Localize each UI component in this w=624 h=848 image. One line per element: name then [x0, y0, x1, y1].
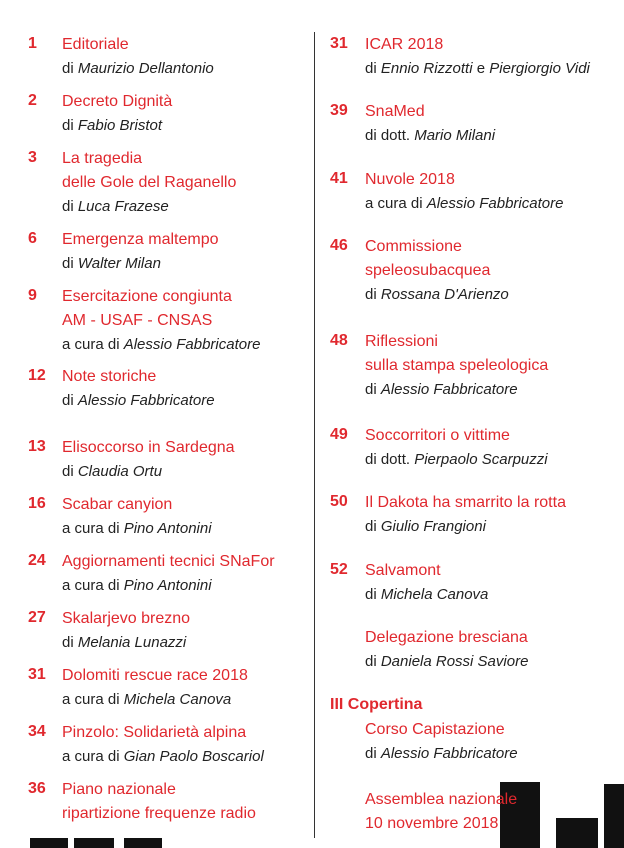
- author-name: Daniela Rossi Saviore: [380, 653, 529, 670]
- toc-entry[interactable]: [28, 436, 318, 484]
- author-name: Pino Antonini: [123, 577, 212, 594]
- toc-entry[interactable]: [28, 493, 318, 541]
- author-prefix: di: [365, 586, 381, 603]
- toc-entry[interactable]: [28, 721, 318, 769]
- page-number: 39: [330, 102, 348, 119]
- article-author: [62, 195, 318, 219]
- toc-entry[interactable]: [330, 694, 624, 766]
- page-number: 27: [28, 609, 46, 626]
- author-name: Claudia Ortu: [77, 463, 163, 480]
- page-number: 46: [330, 237, 348, 254]
- article-author: [365, 448, 624, 472]
- article-title: Esercitazione congiunta: [62, 288, 232, 305]
- toc-entry[interactable]: [330, 559, 624, 607]
- article-title: delle Gole del Raganello: [62, 174, 237, 191]
- page-number: 31: [330, 35, 348, 52]
- author-name: Luca Frazese: [77, 198, 169, 215]
- article-title: Dolomiti rescue race 2018: [62, 667, 248, 684]
- author-prefix: di: [62, 392, 78, 409]
- decorative-block: [30, 838, 68, 848]
- article-author: [365, 124, 624, 148]
- toc-entry[interactable]: [330, 330, 624, 402]
- toc-entry[interactable]: [28, 90, 318, 138]
- page-number: 31: [28, 666, 46, 683]
- article-title: Editoriale: [62, 36, 129, 53]
- toc-entry[interactable]: [28, 664, 318, 712]
- toc-entry[interactable]: [330, 788, 624, 836]
- author-prefix: a cura di: [62, 520, 124, 537]
- article-title: Soccorritori o vittime: [365, 427, 510, 444]
- author-name: Alessio Fabbricatore: [77, 392, 215, 409]
- page-number: 52: [330, 561, 348, 578]
- author-prefix: di: [365, 286, 381, 303]
- author-name: Alessio Fabbricatore: [380, 745, 518, 762]
- toc-entry[interactable]: [28, 550, 318, 598]
- article-title: speleosubacquea: [365, 262, 491, 279]
- toc-entry[interactable]: [330, 168, 624, 216]
- article-title: AM - USAF - CNSAS: [62, 312, 213, 329]
- author-prefix: di: [62, 117, 78, 134]
- toc-entry[interactable]: [28, 778, 318, 826]
- author-name: Piergiorgio Vidi: [489, 60, 590, 77]
- toc-entry[interactable]: [330, 491, 624, 539]
- author-name: Michela Canova: [380, 586, 489, 603]
- article-author: [365, 57, 624, 81]
- toc-entry[interactable]: [28, 365, 318, 413]
- article-title: 10 novembre 2018: [365, 815, 499, 832]
- article-title: Skalarjevo brezno: [62, 610, 191, 627]
- toc-entry[interactable]: [28, 228, 318, 276]
- toc-entry-body: [365, 559, 624, 607]
- author-name: Ennio Rizzotti: [380, 60, 473, 77]
- article-author: [62, 252, 318, 276]
- article-title: Scabar canyion: [62, 496, 173, 513]
- toc-entry-body: [62, 436, 318, 484]
- toc-entry-body: [62, 550, 318, 598]
- toc-entry-body: [62, 147, 318, 219]
- article-author: [365, 283, 624, 307]
- author-prefix: a cura di: [62, 691, 124, 708]
- author-prefix: di dott.: [365, 127, 415, 144]
- author-name: Fabio Bristot: [77, 117, 163, 134]
- page-number: 9: [28, 287, 37, 304]
- toc-entry[interactable]: [330, 235, 624, 307]
- author-prefix: di dott.: [365, 451, 415, 468]
- author-prefix: di: [365, 518, 381, 535]
- page-number: 1: [28, 35, 37, 52]
- article-title: La tragedia: [62, 150, 143, 167]
- author-name: Giulio Frangioni: [380, 518, 486, 535]
- toc-entry-body: [365, 100, 624, 148]
- author-name: Pino Antonini: [123, 520, 212, 537]
- author-prefix: di: [62, 198, 78, 215]
- page-number: 50: [330, 493, 348, 510]
- article-title: Emergenza maltempo: [62, 231, 219, 248]
- article-title: Delegazione bresciana: [365, 629, 528, 646]
- article-author: [62, 57, 318, 81]
- author-name: Rossana D'Arienzo: [380, 286, 509, 303]
- article-author: [62, 631, 318, 655]
- author-prefix: di: [62, 60, 78, 77]
- toc-entry-body: [62, 228, 318, 276]
- article-author: [365, 583, 624, 607]
- toc-entry-body: [62, 607, 318, 655]
- article-author: [62, 333, 318, 357]
- toc-entry-body: [62, 778, 318, 826]
- toc-entry-body: [365, 33, 624, 81]
- toc-entry-body: [62, 33, 318, 81]
- article-author: [365, 192, 624, 216]
- page-number: 2: [28, 92, 37, 109]
- article-title: Il Dakota ha smarrito la rotta: [365, 494, 566, 511]
- article-author: [365, 650, 624, 674]
- author-prefix: di: [365, 381, 381, 398]
- toc-entry-body: [365, 491, 624, 539]
- article-author: [62, 688, 318, 712]
- article-title: Piano nazionale: [62, 781, 176, 798]
- article-title: Decreto Dignità: [62, 93, 173, 110]
- page-number: 12: [28, 367, 46, 384]
- article-title: Salvamont: [365, 562, 441, 579]
- author-name: Michela Canova: [123, 691, 232, 708]
- decorative-block: [124, 838, 162, 848]
- page-number: 36: [28, 780, 46, 797]
- toc-entry[interactable]: [330, 100, 624, 148]
- author-conjunction: e: [472, 60, 490, 77]
- article-title: Riflessioni: [365, 333, 438, 350]
- toc-entry-body: [365, 330, 624, 402]
- toc-entry[interactable]: [28, 607, 318, 655]
- page-number: 49: [330, 426, 348, 443]
- page-number: 16: [28, 495, 46, 512]
- article-author: [62, 389, 318, 413]
- toc-entry[interactable]: [330, 626, 624, 674]
- article-author: [62, 114, 318, 138]
- author-name: Gian Paolo Boscariol: [123, 748, 264, 765]
- author-prefix: a cura di: [62, 336, 124, 353]
- toc-entry-body: [365, 424, 624, 472]
- article-author: [365, 515, 624, 539]
- author-prefix: a cura di: [62, 748, 124, 765]
- toc-entry-body: [365, 168, 624, 216]
- article-title: Pinzolo: Solidarietà alpina: [62, 724, 247, 741]
- author-prefix: di: [365, 653, 381, 670]
- article-title: Aggiornamenti tecnici SNaFor: [62, 553, 275, 570]
- page-number: 41: [330, 170, 348, 187]
- article-title: Nuvole 2018: [365, 171, 455, 188]
- author-name: Alessio Fabbricatore: [426, 195, 564, 212]
- toc-entry-body: [62, 721, 318, 769]
- page-number: 34: [28, 723, 46, 740]
- toc-entry[interactable]: [28, 285, 318, 357]
- toc-entry-body: [62, 90, 318, 138]
- article-author: [62, 517, 318, 541]
- article-author: [365, 378, 624, 402]
- toc-entry-body: [62, 664, 318, 712]
- toc-entry-body: [365, 788, 624, 836]
- author-prefix: di: [365, 60, 381, 77]
- article-title: SnaMed: [365, 103, 425, 120]
- article-author: [365, 742, 624, 766]
- toc-entry-body: [62, 493, 318, 541]
- author-name: Mario Milani: [414, 127, 496, 144]
- author-name: Maurizio Dellantonio: [77, 60, 214, 77]
- toc-entry-body: [365, 626, 624, 674]
- article-author: [62, 745, 318, 769]
- article-title: Commissione: [365, 238, 462, 255]
- article-title: Elisoccorso in Sardegna: [62, 439, 235, 456]
- toc-entry[interactable]: [28, 33, 318, 81]
- toc-entry-body: [365, 235, 624, 307]
- page-number: 13: [28, 438, 46, 455]
- article-title: Corso Capistazione: [365, 721, 505, 738]
- author-prefix: di: [62, 255, 78, 272]
- article-title: ICAR 2018: [365, 36, 444, 53]
- toc-entry[interactable]: [330, 33, 624, 81]
- page-number: III Copertina: [330, 696, 423, 713]
- page-number: 24: [28, 552, 46, 569]
- author-prefix: di: [62, 634, 78, 651]
- author-prefix: di: [365, 745, 381, 762]
- author-name: Alessio Fabbricatore: [380, 381, 518, 398]
- page-number: 6: [28, 230, 37, 247]
- article-title: Assemblea nazionale: [365, 791, 518, 808]
- author-name: Walter Milan: [77, 255, 161, 272]
- author-prefix: a cura di: [62, 577, 124, 594]
- author-prefix: di: [62, 463, 78, 480]
- article-author: [62, 574, 318, 598]
- decorative-block: [74, 838, 114, 848]
- article-title: Note storiche: [62, 368, 157, 385]
- toc-entry-body: [62, 285, 318, 357]
- author-prefix: a cura di: [365, 195, 427, 212]
- author-name: Pierpaolo Scarpuzzi: [414, 451, 548, 468]
- article-title: ripartizione frequenze radio: [62, 805, 256, 822]
- author-name: Alessio Fabbricatore: [123, 336, 261, 353]
- author-name: Melania Lunazzi: [77, 634, 187, 651]
- article-author: [62, 460, 318, 484]
- page-number: 48: [330, 332, 348, 349]
- toc-entry-body: [62, 365, 318, 413]
- article-title: sulla stampa speleologica: [365, 357, 549, 374]
- toc-entry[interactable]: [28, 147, 318, 219]
- toc-entry[interactable]: [330, 424, 624, 472]
- page-number: 3: [28, 149, 37, 166]
